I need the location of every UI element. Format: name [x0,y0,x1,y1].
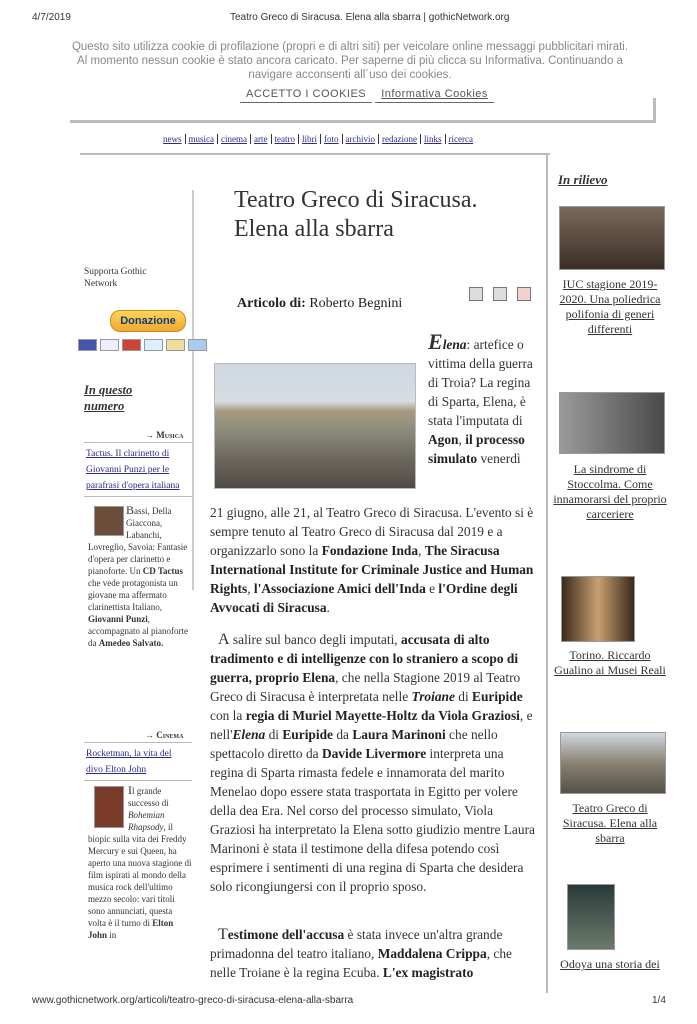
cookie-info-link[interactable]: Informativa Cookies [375,86,494,103]
article-intro: Elena: artefice o vittima della guerra di Troia? La regina di Sparta, Elena, è stata l'imputata di Agon, il processo simulato venerdì [428,329,533,466]
rilievo-image-3[interactable] [561,576,635,642]
nav-foto[interactable]: foto [321,134,343,144]
cookie-banner-text: Questo sito utilizza cookie di profilazione (propri e di altri siti) per veicolare online messaggi pubblicitari mirati. Al momento nessun cookie è stato ancora caricato. Per saperne di più clicca su Informativa. Continuando a navigare acconsenti all´uso dei cookies. [71,41,629,81]
cinema-article-link[interactable]: Rocketman, la vita del divo Elton John [86,749,172,775]
card-icon [78,339,97,351]
donate-button[interactable]: Donazione [110,310,186,332]
nav-musica[interactable]: musica [186,134,219,144]
nav-libri[interactable]: libri [299,134,321,144]
music-link [86,446,190,494]
rilievo-link-4[interactable]: Teatro Greco di Siracusa. Elena alla sbarra [562,801,658,845]
article-image-theater [214,363,416,489]
rilievo-image-2[interactable] [559,392,665,454]
nav-archivio[interactable]: archivio [343,134,380,144]
music-section-label: → Musica [145,430,184,440]
author-name: Roberto Begnini [309,296,403,311]
nav-cinema[interactable]: cinema [218,134,251,144]
rilievo-link-1[interactable]: IUC stagione 2019-2020. Una poliedrica polifonia di generi differenti [559,277,661,336]
nav-divider [80,153,550,155]
nav-ricerca[interactable]: ricerca [448,134,473,144]
paypal-icon [144,339,163,351]
banner-edge [653,98,656,123]
print-icon[interactable] [469,287,483,301]
cinema-section-rule [84,742,192,743]
cinema-link-rule [84,780,192,781]
rilievo-image-5[interactable] [567,884,615,950]
in-rilievo-heading: In rilievo [558,172,608,187]
nav-redazione[interactable]: redazione [379,134,421,144]
left-column-border [192,190,194,590]
nav-teatro[interactable]: teatro [272,134,300,144]
rilievo-link-2[interactable]: La sindrome di Stoccolma. Come innamorarsi del proprio carceriere [553,462,667,521]
banner-divider [70,120,655,123]
support-text: Supporta Gothic Network [84,267,147,289]
article-paragraph-1: 21 giugno, alle 21, al Teatro Greco di Siracusa. L'evento si è sempre tenuto al Teatro Greco di Siracusa dal 2019 e a organizzarlo sono la Fondazione Inda, The Siracusa International Institute for Criminale Justice and Human Rights, l'Associazione Amici dell'Inda e l'Ordine degli Avvocati di Siracusa. [210,505,534,615]
print-title: Teatro Greco di Siracusa. Elena alla sbarra | gothicNetwork.org [230,12,510,23]
cinema-section-label: → Cinema [145,730,184,740]
cookie-buttons [240,86,494,103]
music-excerpt: Bassi, Della Giaccona, Labanchi, Lovreglio, Savoia: Fantasie d'opera per clarinetto e pianoforte. Un CD Tactus che vede protagonista un giovane ma affermato clarinettista Italiano, Giovanni Punzi, accompagnato al pianoforte da Amedeo Salvato. [88,503,188,648]
byline [237,296,402,312]
cinema-excerpt: Il grande successo di Bohemian Rhapsody, il biopic sulla vita dei Freddy Mercury e sui Queen, ha aperto una nuova stagione di film ispirati al mondo della musica rock dell'ultimo mezzo secolo: vari titoli sono annunciati, questa volta è il turno di Elton John in [88,783,192,940]
article-tools [469,287,541,306]
in-questo-numero-heading[interactable]: In questo numero [84,383,133,413]
byline-label: Articolo di: [237,296,306,311]
article-paragraph-3: Testimone dell'accusa è stata invece un'altra grande primadonna del teatro italiano, Maddalena Crippa, che nelle Troiane è la regina Ecuba. L'ex magistrato [210,926,512,980]
article-paragraph-2: A salire sul banco degli imputati, accusata di alto tradimento e di intelligenze con lo straniero a scopo di guerra, proprio Elena, che nella Stagione 2019 al Teatro Greco di Siracusa è interpretata nelle Troiane di Euripide con la regia di Muriel Mayette-Holtz da Viola Graziosi, e nell'Elena di Euripide da Laura Marinoni che nello spettacolo diretto da Davide Livermore interpreta una regina di Sparta rimasta fedele e innamorata del marito Menelao dopo essere stata trasportata in Egitto per volere della dea Era. Nel corso del processo simulato, Viola Graziosi ha interpretato la Elena sotto giudizio mentre Laura Marinoni è stata il testimone della difesa potendo così esprimere i sentimenti di una regina di Sparta che desidera solo ricongiungersi con il proprio sposo. [210,631,535,894]
rilievo-image-1[interactable] [559,206,665,270]
main-nav [160,134,476,144]
mastercard-icon [122,339,141,351]
article-title: Teatro Greco di Siracusa. Elena alla sbarra [234,187,478,242]
cinema-link [86,746,190,778]
music-article-link[interactable]: Tactus. Il clarinetto di Giovanni Punzi per le parafrasi d'opera italiana [86,449,180,491]
rilievo-link-5[interactable]: Odoya una storia dei [560,957,660,971]
footer-url: www.gothicnetwork.org/articoli/teatro-greco-di-siracusa-elena-alla-sbarra [32,995,354,1006]
print-date: 4/7/2019 [32,12,71,23]
visa-icon [100,339,119,351]
music-link-rule [84,496,192,497]
email-icon[interactable] [493,287,507,301]
music-section-rule [84,442,192,443]
accept-cookies-button[interactable]: ACCETTO I COOKIES [240,86,372,103]
card-icon [166,339,185,351]
nav-arte[interactable]: arte [251,134,272,144]
nav-links[interactable]: links [421,134,446,144]
payment-cards [78,338,210,356]
amex-icon [188,339,207,351]
right-column-border [546,153,548,993]
rilievo-image-4[interactable] [560,732,666,794]
pdf-icon[interactable] [517,287,531,301]
nav-news[interactable]: news [160,134,186,144]
footer-page: 1/4 [652,995,666,1006]
rilievo-link-3[interactable]: Torino. Riccardo Gualino ai Musei Reali [554,648,666,677]
